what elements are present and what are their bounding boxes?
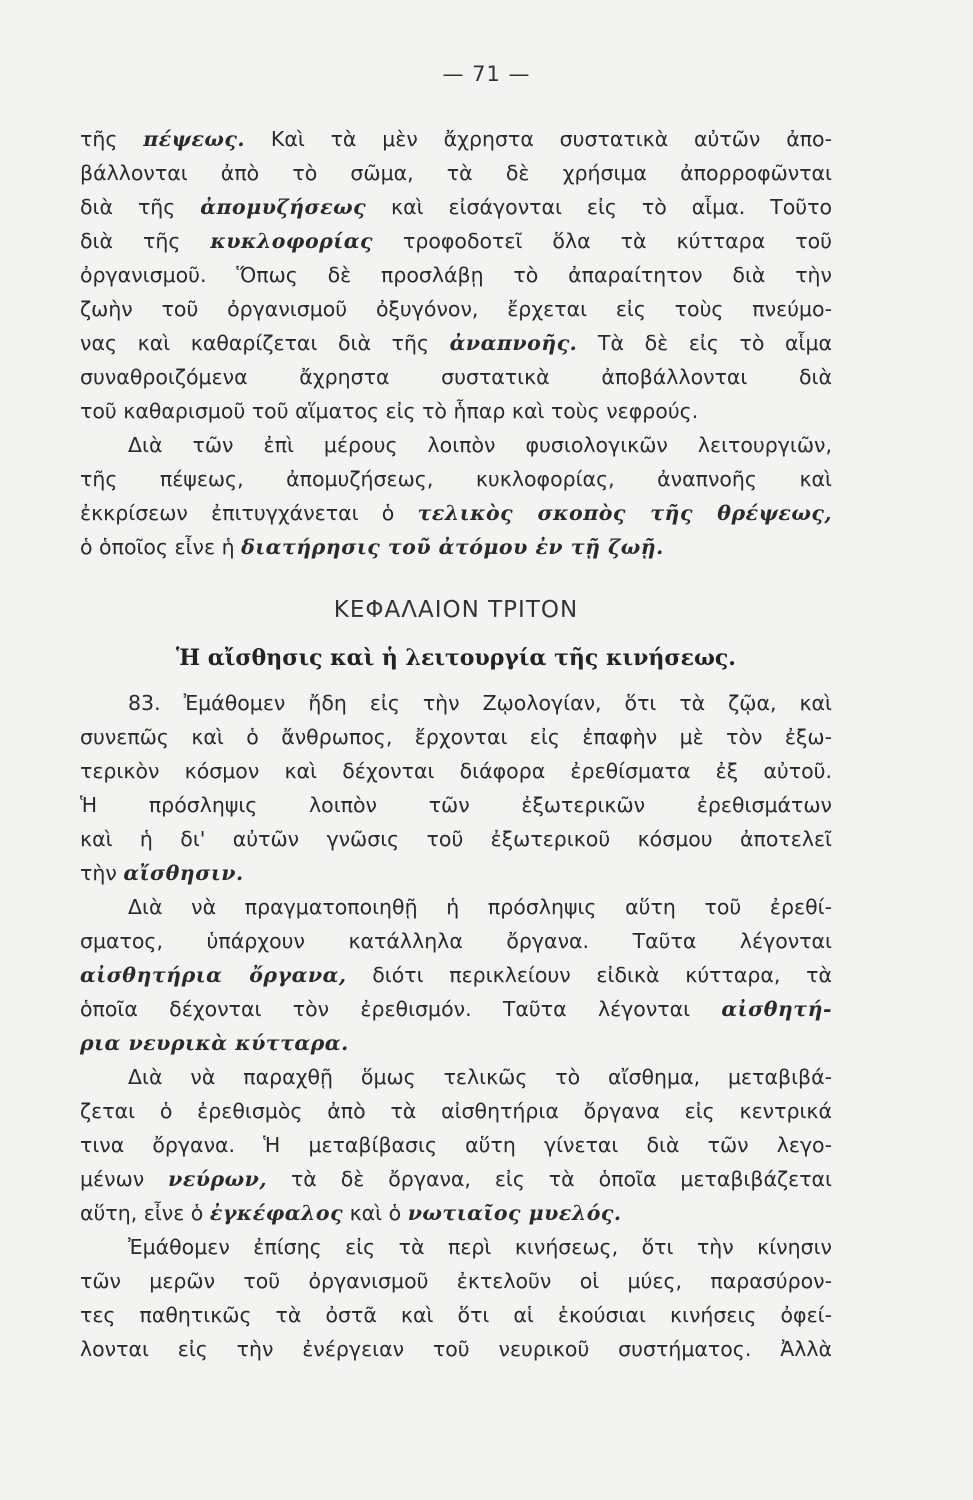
paragraph-nutrition-goal — [80, 428, 832, 564]
text-line — [80, 530, 832, 564]
text-run: διότι περικλείουν εἰδικὰ κύτταρα, τὰ — [346, 963, 832, 987]
text-line — [80, 462, 832, 496]
text-run: καὶ ἡ δι' αὐτῶν γνῶσις τοῦ ἐξωτερικοῦ κόσμου ἀποτελεῖ — [80, 827, 832, 851]
text-run: διὰ τῆς — [80, 229, 211, 253]
text-run: Τὰ δὲ εἰς τὸ αἷμα — [577, 331, 832, 355]
text-line — [80, 326, 832, 360]
emphasis: κυκλοφορίας — [210, 229, 373, 253]
text-run: τινα ὄργανα. Ἡ μεταβίβασις αὕτη γίνεται διὰ τῶν λεγο- — [80, 1133, 832, 1157]
text-run: Διὰ νὰ παραχθῇ ὅμως τελικῶς τὸ αἴσθημα, μεταβιβά- — [128, 1065, 832, 1089]
text-line — [80, 1026, 832, 1060]
text-run: ζωὴν τοῦ ὀργανισμοῦ ὀξυγόνον, ἔρχεται εἰς τοὺς πνεύμο- — [80, 297, 832, 321]
text-run: Ἐμάθομεν ἐπίσης εἰς τὰ περὶ κινήσεως, ὅτι τὴν κίνησιν — [128, 1235, 832, 1259]
text-run: Διὰ τῶν ἐπὶ μέρους λοιπὸν φυσιολογικῶν λειτουργιῶν, — [128, 433, 832, 457]
emphasis: ρια νευρικὰ κύτταρα. — [80, 1031, 349, 1055]
emphasis: διατήρησις τοῦ ἀτόμου ἐν τῇ ζωῇ. — [241, 535, 664, 559]
text-run: τοῦ καθαρισμοῦ τοῦ αἵματος εἰς τὸ ἧπαρ καὶ τοὺς νεφρούς. — [80, 399, 699, 423]
text-run: τῆς πέψεως, ἀπομυζήσεως, κυκλοφορίας, ἀναπνοῆς καὶ — [80, 467, 832, 491]
text-run: τῆς — [80, 127, 144, 151]
text-line — [80, 360, 832, 394]
emphasis: ἀπομυζήσεως — [200, 195, 367, 219]
text-run: τες παθητικῶς τὰ ὀστᾶ καὶ ὅτι αἱ ἑκούσιαι κινήσεις ὀφεί- — [80, 1303, 832, 1327]
paragraph-nerves — [80, 1060, 832, 1230]
text-line — [80, 1196, 832, 1230]
text-line — [80, 890, 832, 924]
text-line — [80, 958, 832, 992]
emphasis: νεύρων, — [168, 1167, 268, 1191]
text-line — [80, 754, 832, 788]
text-line — [80, 156, 832, 190]
text-line — [80, 1060, 832, 1094]
emphasis: πέψεως. — [143, 127, 246, 151]
text-run: ὀργανισμοῦ. Ὅπως δὲ προσλάβῃ τὸ ἀπαραίτητον διὰ τὴν — [80, 263, 832, 287]
text-line — [80, 1162, 832, 1196]
emphasis: ἐγκέφαλος — [209, 1201, 344, 1225]
text-line — [80, 1128, 832, 1162]
text-line — [80, 258, 832, 292]
emphasis: τελικὸς σκοπὸς τῆς θρέψεως, — [417, 501, 832, 525]
emphasis: νωτιαῖος μυελός. — [407, 1201, 622, 1225]
section-title: Ἡ αἴσθησις καὶ ἡ λειτουργία τῆς κινήσεως. — [176, 645, 736, 671]
text-run: λονται εἰς τὴν ἐνέργειαν τοῦ νευρικοῦ συστήματος. Ἀλλὰ — [80, 1337, 832, 1361]
page-number: — 71 — — [442, 62, 531, 86]
text-run: καὶ ὁ — [343, 1201, 408, 1225]
text-run: ὁ ὁποῖος εἶνε ἡ — [80, 535, 242, 559]
text-line — [80, 190, 832, 224]
text-line — [80, 1094, 832, 1128]
emphasis: ἀναπνοῆς. — [449, 331, 578, 355]
text-run: συναθροιζόμενα ἄχρηστα συστατικὰ ἀποβάλλονται διὰ — [80, 365, 832, 389]
text-run: καὶ εἰσάγονται εἰς τὸ αἷμα. Τοῦτο — [366, 195, 832, 219]
text-run: τροφοδοτεῖ ὅλα τὰ κύτταρα τοῦ — [372, 229, 832, 253]
text-run: βάλλονται ἀπὸ τὸ σῶμα, τὰ δὲ χρήσιμα ἀπορροφῶνται — [80, 161, 832, 185]
chapter-title: ΚΕΦΑΛΑΙΟΝ ΤΡΙΤΟΝ — [333, 597, 579, 623]
text-line — [80, 122, 832, 156]
text-run: διὰ τῆς — [80, 195, 201, 219]
text-run: τῶν μερῶν τοῦ ὀργανισμοῦ ἐκτελοῦν οἱ μύες, παρασύρον- — [80, 1269, 832, 1293]
text-run: νας καὶ καθαρίζεται διὰ τῆς — [80, 331, 450, 355]
paragraph-83-sensation — [80, 686, 832, 890]
text-line — [80, 856, 832, 890]
text-line — [80, 1298, 832, 1332]
text-run: μένων — [80, 1167, 169, 1191]
text-line — [80, 496, 832, 530]
text-line — [80, 224, 832, 258]
text-line — [80, 822, 832, 856]
text-line — [80, 924, 832, 958]
emphasis: αἰσθητήρια ὄργανα, — [80, 963, 347, 987]
paragraph-sense-organs — [80, 890, 832, 1060]
text-run: Διὰ νὰ πραγματοποιηθῇ ἡ πρόσληψις αὕτη τοῦ ἐρεθί- — [128, 895, 832, 919]
text-run: ζεται ὁ ἐρεθισμὸς ἀπὸ τὰ αἰσθητήρια ὄργανα εἰς κεντρικά — [80, 1099, 832, 1123]
body-text — [80, 122, 832, 1366]
text-line — [80, 992, 832, 1026]
text-line — [80, 720, 832, 754]
text-run: Ἡ πρόσληψις λοιπὸν τῶν ἐξωτερικῶν ἐρεθισμάτων — [80, 793, 832, 817]
text-run: τὰ δὲ ὄργανα, εἰς τὰ ὁποῖα μεταβιβάζεται — [267, 1167, 832, 1191]
text-line — [80, 788, 832, 822]
text-run: ἐκκρίσεων ἐπιτυγχάνεται ὁ — [80, 501, 418, 525]
text-line — [80, 428, 832, 462]
text-run: συνεπῶς καὶ ὁ ἄνθρωπος, ἔρχονται εἰς ἐπαφὴν μὲ τὸν ἐξω- — [80, 725, 832, 749]
text-line — [80, 1332, 832, 1366]
text-run: τερικὸν κόσμον καὶ δέχονται διάφορα ἐρεθίσματα ἐξ αὐτοῦ. — [80, 759, 832, 783]
emphasis: αἰσθητή- — [721, 997, 832, 1021]
text-line — [80, 1264, 832, 1298]
text-line — [80, 1230, 832, 1264]
emphasis: αἴσθησιν. — [123, 861, 244, 885]
text-line — [80, 394, 832, 428]
text-run: αὕτη, εἶνε ὁ — [80, 1201, 210, 1225]
text-run: 83. Ἐμάθομεν ἤδη εἰς τὴν Ζῳολογίαν, ὅτι τὰ ζῷα, καὶ — [128, 691, 832, 715]
text-run: σματος, ὑπάρχουν κατάλληλα ὄργανα. Ταῦτα λέγονται — [80, 929, 832, 953]
text-run: Καὶ τὰ μὲν ἄχρηστα συστατικὰ αὐτῶν ἀπο- — [245, 127, 832, 151]
paragraph-movement — [80, 1230, 832, 1366]
text-line — [80, 292, 832, 326]
text-line — [80, 686, 832, 720]
text-run: ὁποῖα δέχονται τὸν ἐρεθισμόν. Ταῦτα λέγονται — [80, 997, 722, 1021]
paragraph-digestion — [80, 122, 832, 428]
text-run: τὴν — [80, 861, 124, 885]
